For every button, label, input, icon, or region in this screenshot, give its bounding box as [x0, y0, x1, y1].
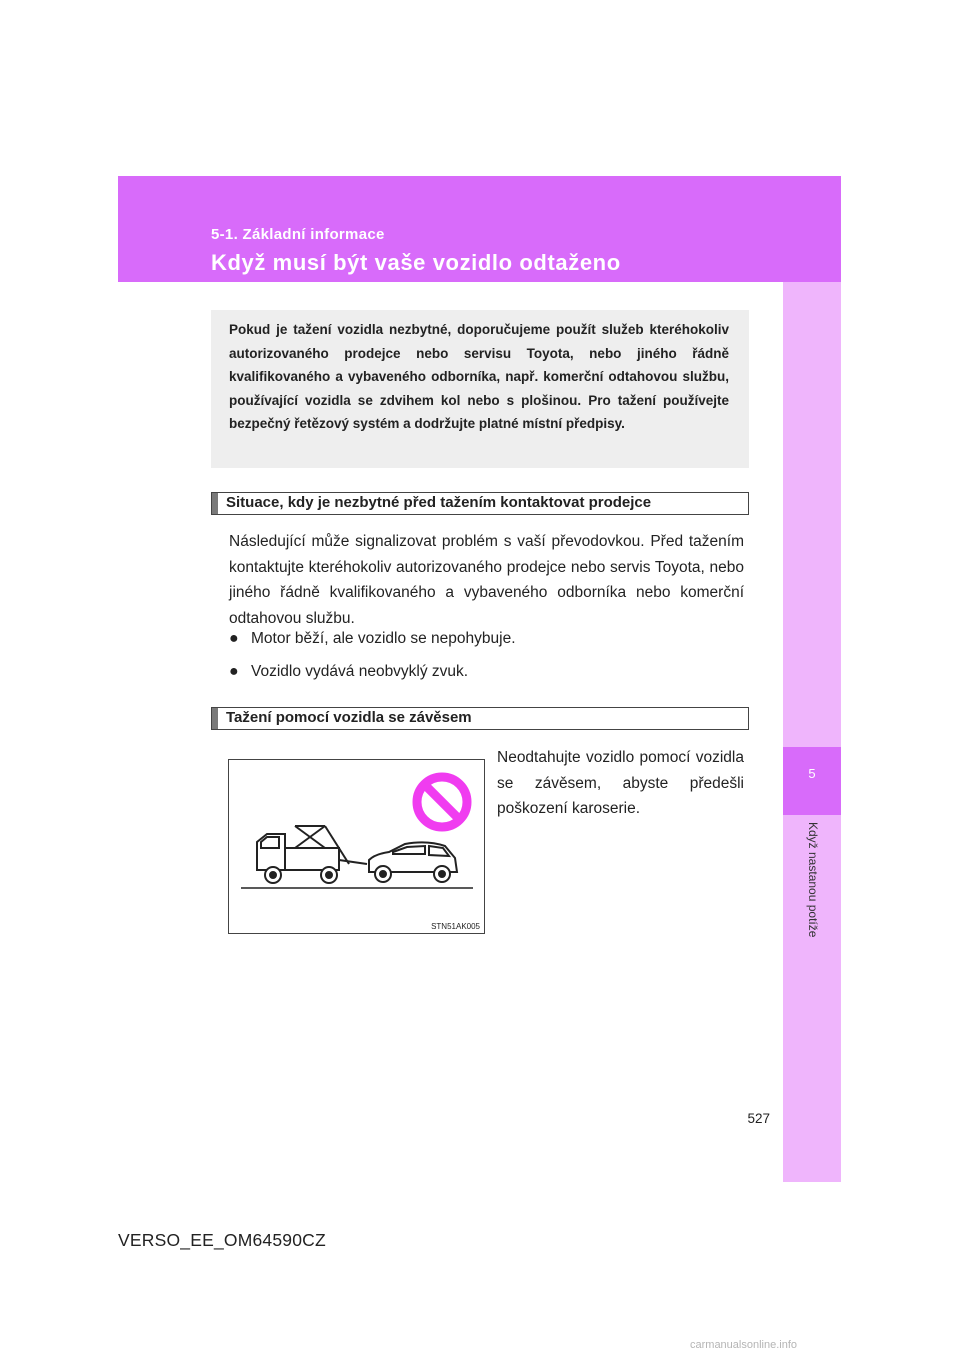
section-label: 5-1. Základní informace: [211, 226, 385, 243]
figure-code: STN51AK005: [431, 922, 480, 931]
tow-truck-icon: [257, 826, 367, 883]
list-item-text: Vozidlo vydává neobvyklý zvuk.: [251, 663, 469, 680]
section2-body: Neodtahujte vozidlo pomocí vozidla se závěsem, abyste předešli poškození karoserie.: [497, 749, 744, 817]
heading-text: Tažení pomocí vozidla se závěsem: [226, 709, 472, 726]
section1-body: Následující může signalizovat problém s vaší převodovkou. Před tažením kontaktujte kteréhokoliv autorizovaného prodejce nebo servis Toyota, nebo jiného řádně kvalifikovaného a vybaveného odborníka nebo komerční odtahovou službu.: [229, 533, 744, 627]
tow-truck-drawing: [229, 760, 484, 933]
heading-bar: [212, 708, 218, 729]
list-item: [229, 630, 516, 648]
prohibition-sign-icon: [417, 777, 467, 827]
watermark: carmanualsonline.info: [690, 1339, 798, 1351]
chapter-number-block: [783, 747, 841, 815]
chapter-side-tab: [783, 282, 841, 1182]
chapter-number: 5: [808, 766, 816, 781]
heading-text: Situace, kdy je nezbytné před tažením kontaktovat prodejce: [226, 494, 652, 511]
intro-text: Pokud je tažení vozidla nezbytné, doporučujeme použít služeb kteréhokoliv autorizovaného prodejce nebo servisu Toyota, nebo jiného řádně kvalifikovaného a vybaveného odborníka, např. komerční odtahovou službu, používající vozidla se zdvihem kol nebo s plošinou. Pro tažení používejte bezpečný řetězový systém a dodržujte platné místní předpisy.: [229, 322, 729, 431]
car-icon: [369, 842, 457, 882]
section-heading-sling-towing: [211, 707, 749, 730]
heading-bar: [212, 493, 218, 514]
page-title: Když musí být vaše vozidlo odtaženo: [211, 250, 621, 275]
list-item: [229, 663, 468, 681]
document-code: VERSO_EE_OM64590CZ: [118, 1230, 326, 1250]
page-number: 527: [747, 1111, 770, 1126]
tow-truck-illustration: [228, 759, 485, 934]
section-heading-dealer-contact: [211, 492, 749, 515]
chapter-title: Když nastanou potíže: [806, 822, 820, 938]
bullet-icon: ●: [229, 663, 239, 680]
bullet-icon: ●: [229, 630, 239, 647]
list-item-text: Motor běží, ale vozidlo se nepohybuje.: [251, 630, 516, 647]
